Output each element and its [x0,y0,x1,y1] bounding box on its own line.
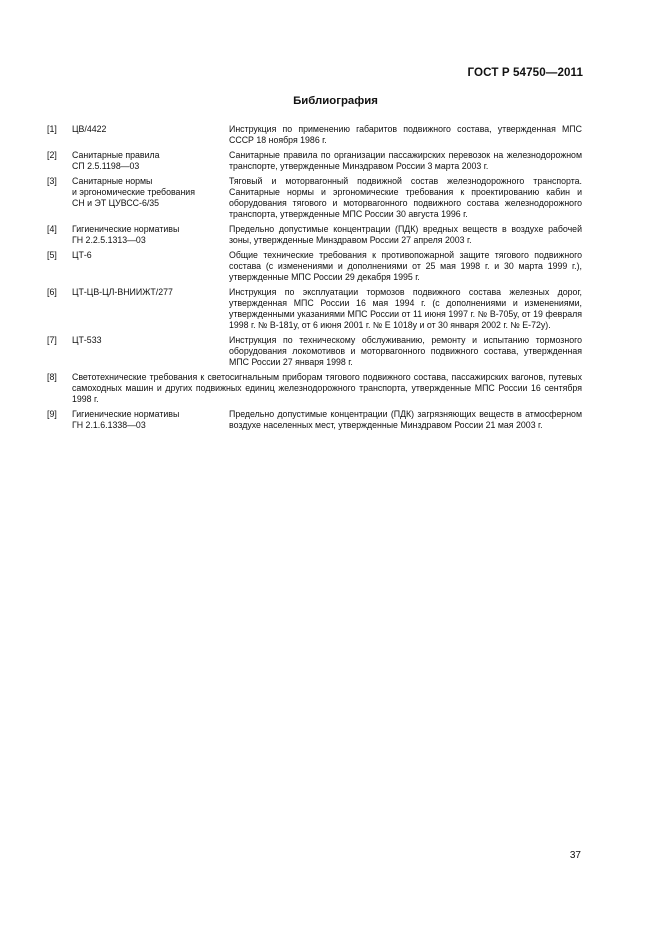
entry-text: Предельно допустимые концентрации (ПДК) вредных веществ в воздухе рабочей зоны, утвержденные Минздравом России 27 апреля 2003 г. [229,224,582,245]
entry-source: Гигиенические нормативы ГН 2.2.5.1313—03 [72,224,180,245]
entry-number: [5] [47,250,57,260]
entry-number: [9] [47,409,57,419]
bibliography-title: Библиография [293,95,378,107]
entry-number: [4] [47,224,57,234]
bibliography-list [47,124,582,435]
bibliography-entry-1 [47,124,582,146]
entry-text: Инструкция по эксплуатации тормозов подвижного состава железных дорог, утвержденная МПС России 16 мая 1994 г. (с дополнениями и изменениями, утвержденными указаниями МПС России от 11 июня 1997 г. № В-705у, от 19 февраля 1998 г. № В-181у, от 6 июня 2001 г. № Е 1018у и от 30 января 2002 г. № Е-72у). [229,287,582,330]
entry-source: ЦТ-533 [72,335,102,345]
entry-number: [3] [47,176,57,186]
entry-number: [1] [47,124,57,134]
bibliography-entry-7 [47,335,582,368]
entry-text: Инструкция по применению габаритов подвижного состава, утвержденная МПС СССР 18 ноября 1986 г. [229,124,582,145]
bibliography-entry-3 [47,176,582,220]
entry-number: [2] [47,150,57,160]
entry-text: Общие технические требования к противопожарной защите тягового подвижного состава (с изменениями и дополнениями от 25 мая 1998 г. и 30 марта 1999 г.), утвержденные МПС России 29 декабря 1995 г. [229,250,582,282]
entry-source: ЦТ-6 [72,250,92,260]
entry-text: Светотехнические требования к светосигнальным приборам тягового подвижного состава, пассажирских вагонов, путевых самоходных машин и других подвижных единиц железнодорожного транспорта, утвержденные МПС России 16 сентября 1998 г. [72,372,582,404]
standard-header: ГОСТ Р 54750—2011 [467,66,583,79]
entry-source: ЦТ-ЦВ-ЦЛ-ВНИИЖТ/277 [72,287,173,297]
entry-source: Санитарные нормы и эргономические требования СН и ЭТ ЦУВСС-6/35 [72,176,195,208]
page-number: 37 [569,850,581,861]
bibliography-entry-4 [47,224,582,246]
bibliography-entry-5 [47,250,582,283]
entry-number: [6] [47,287,57,297]
entry-text: Инструкция по техническому обслуживанию, ремонту и испытанию тормозного оборудования локомотивов и моторвагонного подвижного состава, утвержденная МПС России 27 января 1998 г. [229,335,582,367]
bibliography-entry-2 [47,150,582,172]
entry-source: ЦВ/4422 [72,124,107,134]
bibliography-entry-8 [47,372,582,405]
entry-number: [8] [47,372,57,382]
entry-text: Санитарные правила по организации пассажирских перевозок на железнодорожном транспорте, утвержденные Минздравом России 3 марта 2003 г. [229,150,582,171]
entry-source: Гигиенические нормативы ГН 2.1.6.1338—03 [72,409,180,430]
entry-source: Санитарные правила СП 2.5.1198—03 [72,150,160,171]
entry-text: Предельно допустимые концентрации (ПДК) загрязняющих веществ в атмосферном воздухе населенных мест, утвержденные Минздравом России 21 мая 2003 г. [229,409,582,430]
entry-number: [7] [47,335,57,345]
entry-text: Тяговый и моторвагонный подвижной состав железнодорожного транспорта. Санитарные нормы и эргономические требования к проектированию кабин и оборудования тягового и моторвагонного подвижного состава железнодорожного транспорта, утвержденные МПС России 30 августа 1996 г. [229,176,582,219]
bibliography-entry-6 [47,287,582,331]
bibliography-entry-9 [47,409,582,431]
